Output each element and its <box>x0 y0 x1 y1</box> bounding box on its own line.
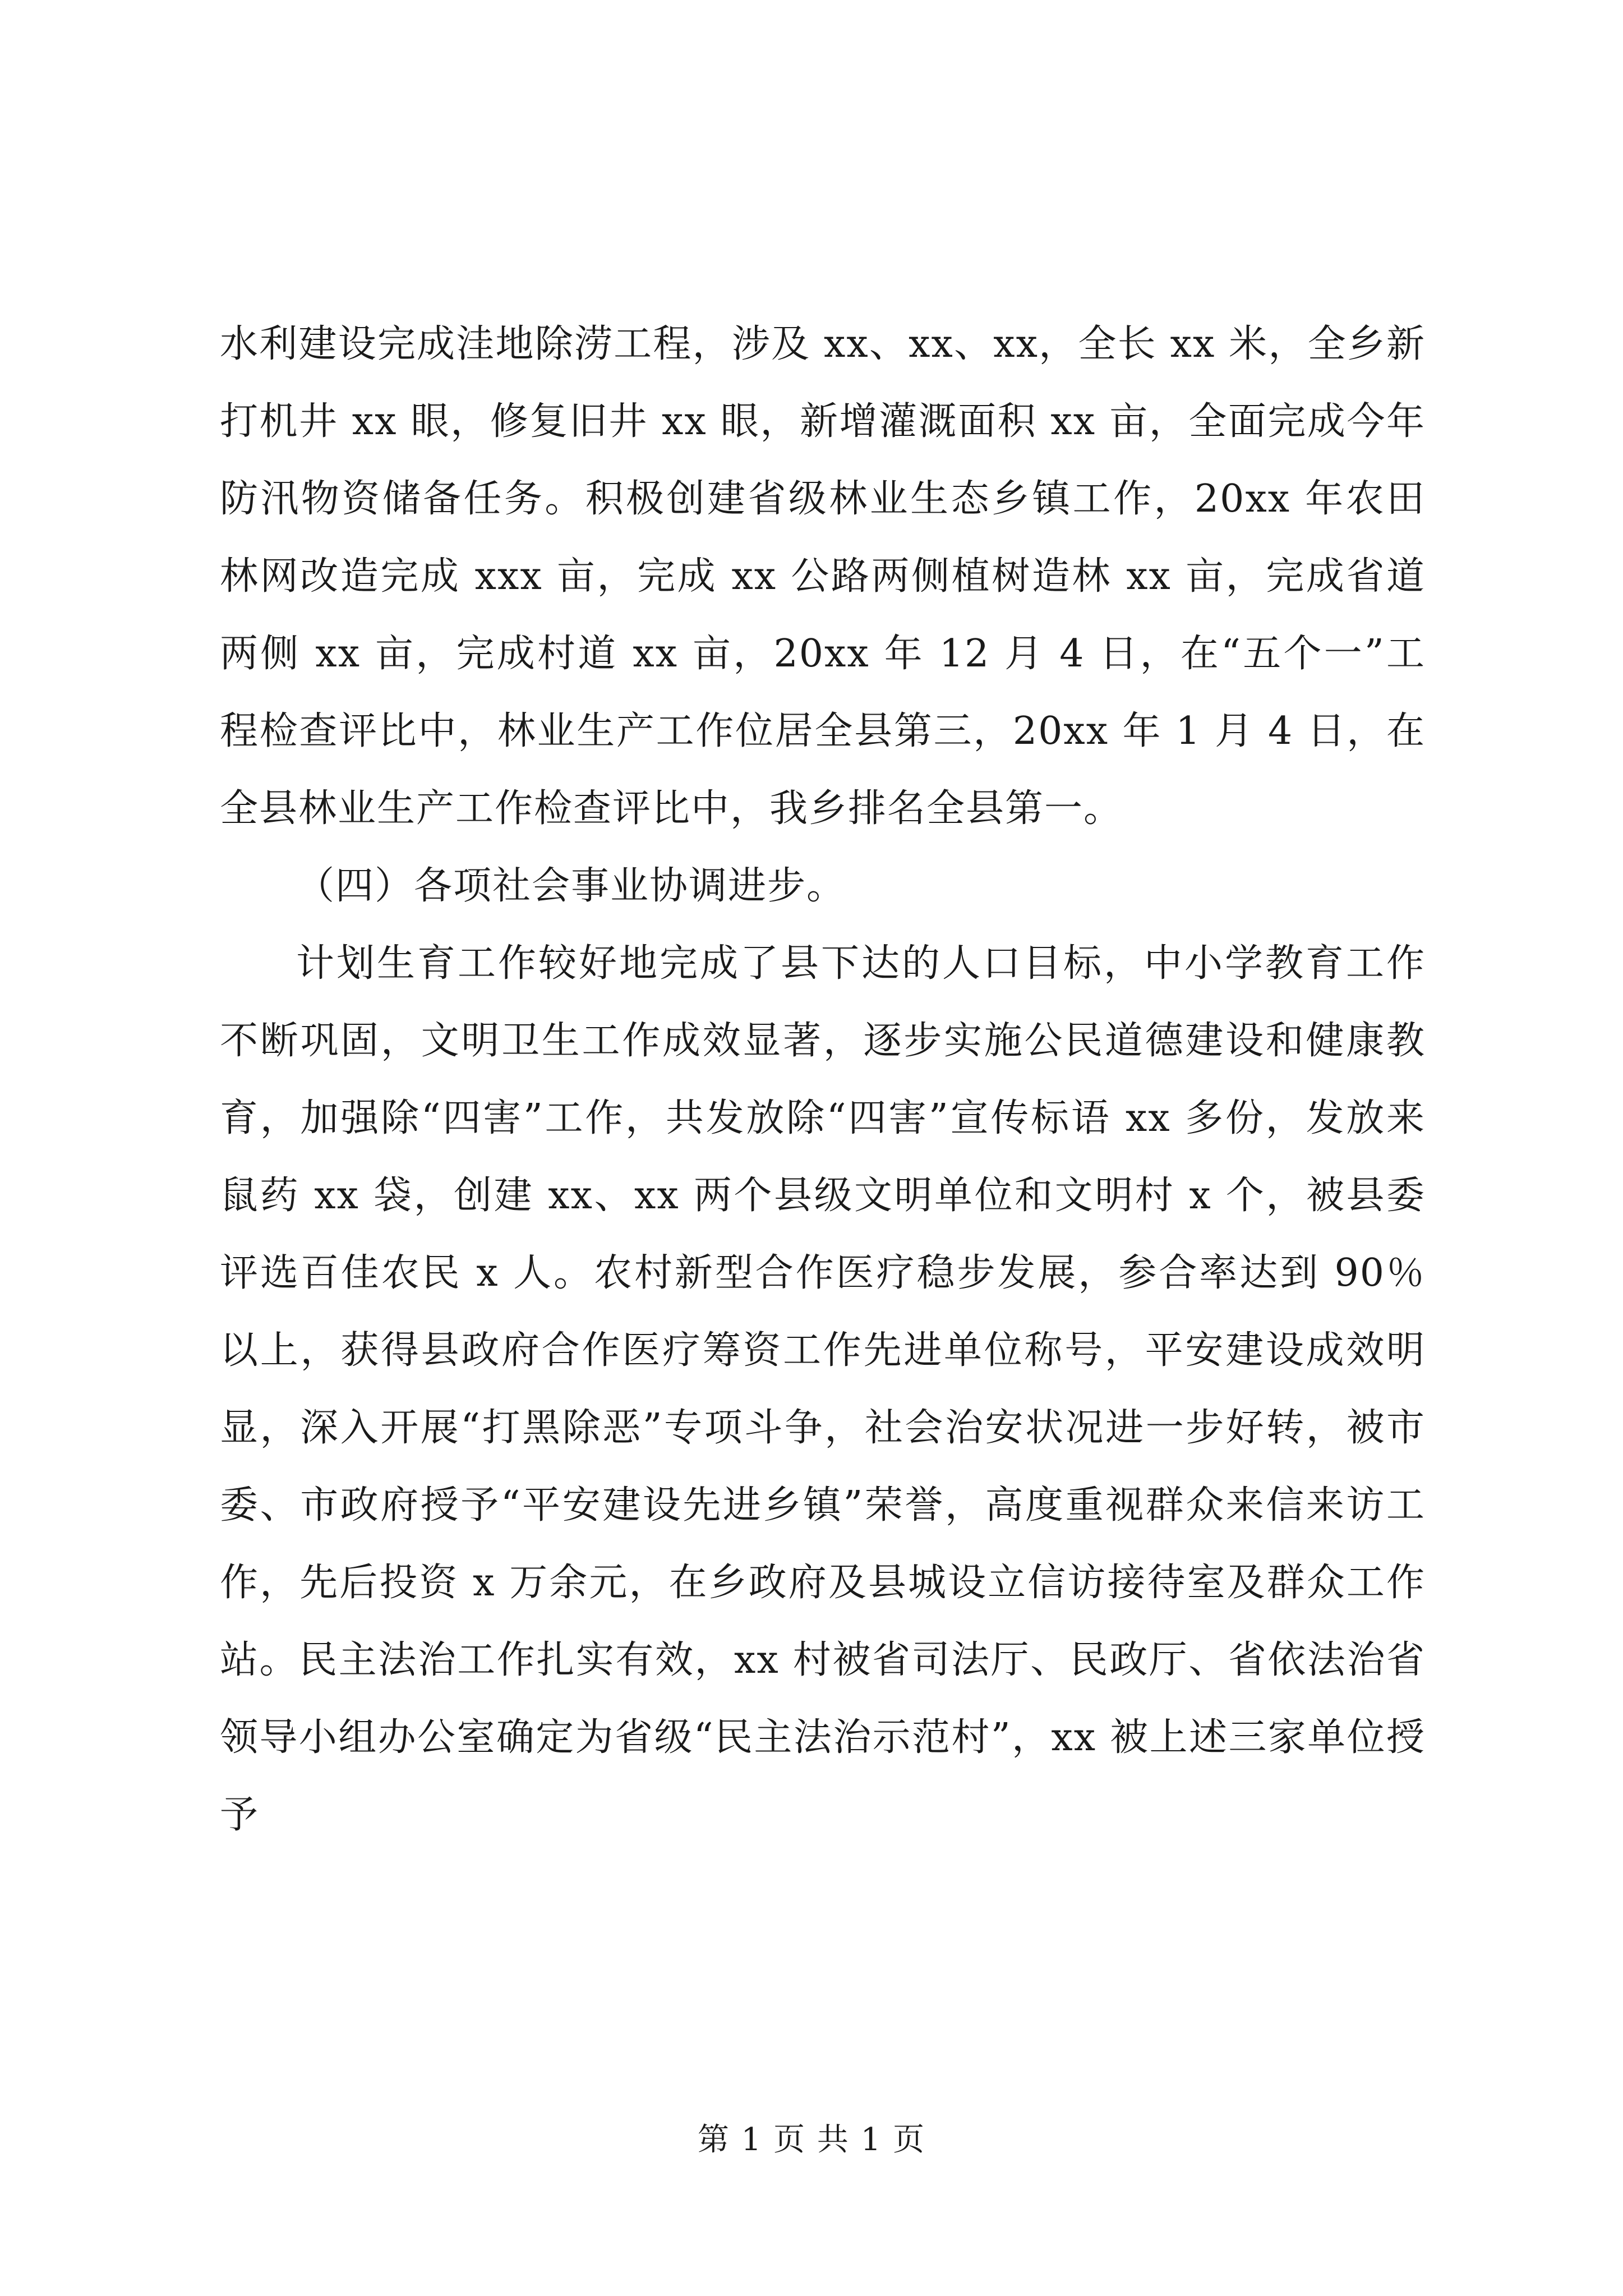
paragraph-social-affairs: 计划生育工作较好地完成了县下达的人口目标，中小学教育工作不断巩固，文明卫生工作成效显著，逐步实施公民道德建设和健康教育，加强除“四害”工作，共发放除“四害”宣传标语 xx 多份，发放来鼠药 xx 袋，创建 xx、xx 两个县级文明单位和文明村 x 个，被县委评选百佳农民 x 人。农村新型合作医疗稳步发展，参合率达到 90％以上，获得县政府合作医疗筹资工作先进单位称号，平安建设成效明显，深入开展“打黑除恶”专项斗争，社会治安状况进一步好转，被市委、市政府授予“平安建设先进乡镇”荣誉，高度重视群众来信来访工作，先后投资 x 万余元，在乡政府及县城设立信访接待室及群众工作站。民主法治工作扎实有效，xx 村被省司法厅、民政厅、省依法治省领导小组办公室确定为省级“民主法治示范村”，xx 被上述三家单位授予 <box>220 941 1426 1837</box>
page-number-label: 第 1 页 共 1 页 <box>697 2122 926 2158</box>
section-heading-social-affairs: （四）各项社会事业协调进步。 <box>296 864 846 908</box>
page-footer <box>0 2118 1623 2162</box>
paragraph-water-forestry: 水利建设完成洼地除涝工程，涉及 xx、xx、xx，全长 xx 米，全乡新打机井 xx 眼，修复旧井 xx 眼，新增灌溉面积 xx 亩，全面完成今年防汛物资储备任务。积极创建省级林业生态乡镇工作，20xx 年农田林网改造完成 xxx 亩，完成 xx 公路两侧植树造林 xx 亩，完成省道两侧 xx 亩，完成村道 xx 亩，20xx 年 12 月 4 日，在“五个一”工程检查评比中，林业生产工作位居全县第三，20xx 年 1 月 4 日，在全县林业生产工作检查评比中，我乡排名全县第一。 <box>220 322 1426 831</box>
document-body <box>220 306 1426 1854</box>
